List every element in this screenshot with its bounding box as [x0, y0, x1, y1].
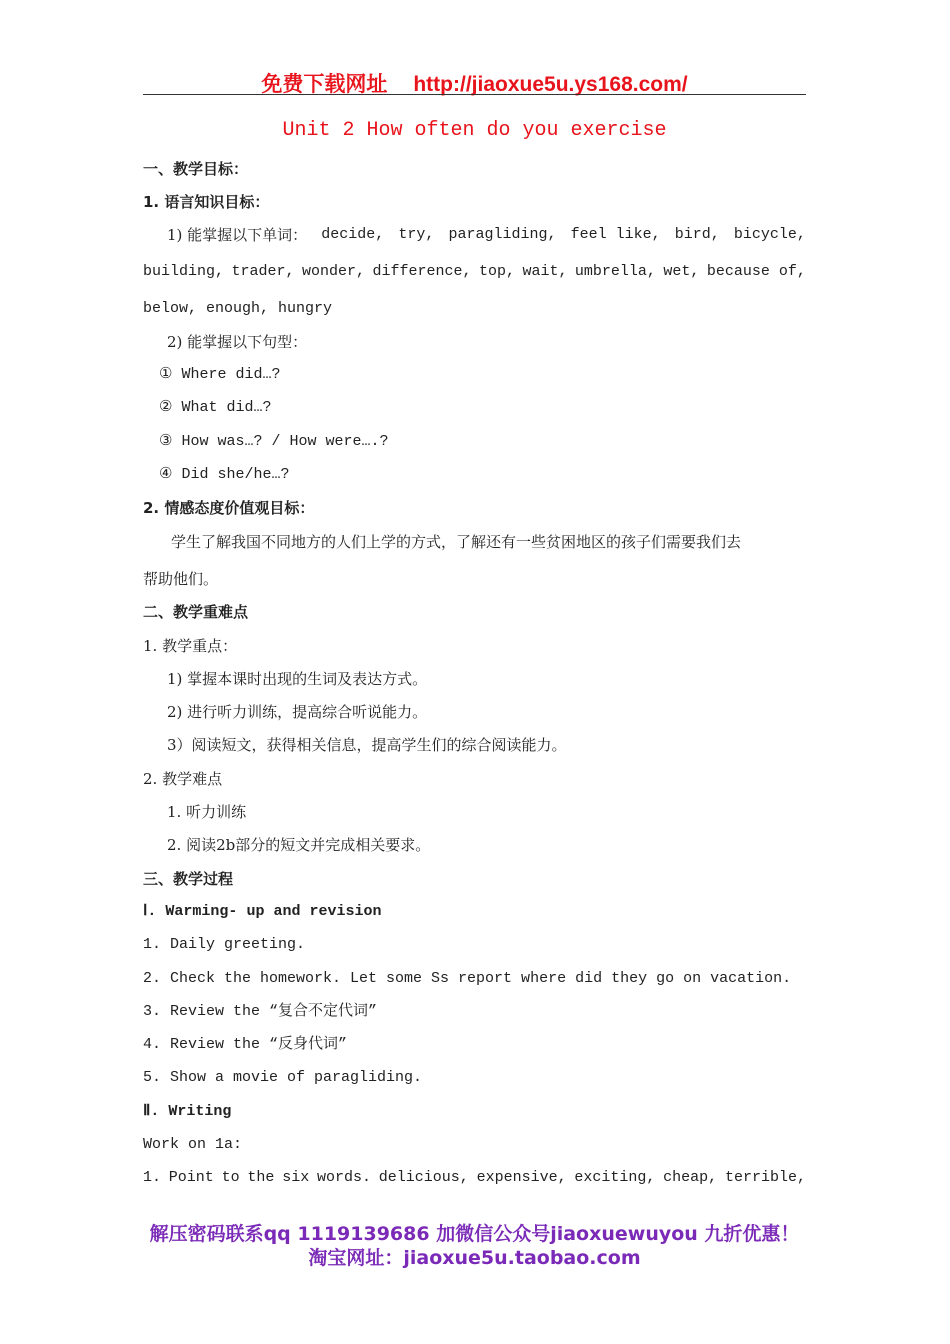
point-word: to	[221, 1169, 240, 1186]
vocab-intro: 1) 能掌握以下单词：	[167, 226, 308, 244]
vocab-line-3: below, enough, hungry	[143, 300, 333, 317]
subheading-attitude-goals: 2. 情感态度价值观目标：	[143, 499, 315, 517]
difficulties-label: 2. 教学难点	[143, 770, 223, 788]
point-word: cheap,	[663, 1169, 718, 1186]
key-point-item: 3）阅读短文，获得相关信息，提高学生们的综合阅读能力。	[167, 736, 567, 754]
vocab-word: wait,	[522, 263, 568, 280]
header-cn-text: 免费下载网址	[261, 73, 388, 96]
attitude-text-line-2: 帮助他们。	[143, 570, 219, 588]
key-point-item: 1) 掌握本课时出现的生词及表达方式。	[167, 670, 428, 688]
section-heading-key-points: 二、教学重难点	[143, 603, 249, 621]
header-url-link[interactable]: http://jiaoxue5u.ys168.com/	[413, 73, 688, 96]
point-word: 1.	[143, 1169, 162, 1186]
vocab-word: try,	[398, 226, 435, 243]
section-heading-procedure: 三、教学过程	[143, 870, 234, 888]
warmup-step: 2. Check the homework. Let some Ss report where did they go on vacation.	[143, 970, 792, 987]
vocab-word: difference,	[372, 263, 472, 280]
vocab-word: because of,	[706, 263, 806, 280]
part-heading-warming-up: Ⅰ. Warming- up and revision	[143, 903, 382, 920]
warmup-step: 5. Show a movie of paragliding.	[143, 1069, 423, 1086]
header-rule	[143, 94, 806, 95]
point-word: Point	[168, 1169, 214, 1186]
difficulty-item: 1. 听力训练	[167, 803, 247, 821]
section-heading-objectives: 一、教学目标：	[143, 160, 249, 178]
vocab-word: top,	[478, 263, 515, 280]
point-word: six	[282, 1169, 310, 1186]
patterns-intro: 2) 能掌握以下句型：	[167, 333, 308, 351]
vocab-word: trader,	[231, 263, 295, 280]
pattern-item: ① Where did…?	[159, 366, 281, 383]
work-on-label: Work on 1a:	[143, 1136, 243, 1153]
warmup-step: 4. Review the “反身代词”	[143, 1036, 348, 1053]
point-word: expensive,	[476, 1169, 567, 1186]
vocab-word: feel like,	[570, 226, 661, 243]
key-point-item: 2) 进行听力训练，提高综合听说能力。	[167, 703, 428, 721]
difficulty-item: 2. 阅读2b部分的短文并完成相关要求。	[167, 836, 431, 854]
subheading-language-goals: 1. 语言知识目标：	[143, 193, 270, 211]
warmup-step: 3. Review the “复合不定代词”	[143, 1003, 378, 1020]
warmup-step: 1. Daily greeting.	[143, 936, 306, 953]
footer-contact-line: 解压密码联系qq 1119139686 加微信公众号jiaoxuewuyou 九折优惠！	[149, 1223, 800, 1245]
attitude-text-line-1: 学生了解我国不同地方的人们上学的方式，了解还有一些贫困地区的孩子们需要我们去	[171, 533, 742, 551]
point-word: terrible,	[724, 1169, 806, 1186]
point-words-line	[143, 1167, 806, 1189]
point-word: words.	[316, 1169, 371, 1186]
vocab-word: bird,	[674, 226, 720, 243]
vocab-line-1	[167, 224, 806, 246]
pattern-item: ④ Did she/he…?	[159, 466, 290, 483]
key-points-label: 1. 教学重点：	[143, 637, 238, 655]
vocab-word: paragliding,	[448, 226, 557, 243]
point-word: the	[247, 1169, 275, 1186]
pattern-item: ② What did…?	[159, 399, 272, 416]
vocab-word: umbrella,	[574, 263, 656, 280]
point-word: delicious,	[378, 1169, 469, 1186]
vocab-word: wonder,	[301, 263, 365, 280]
part-heading-writing: Ⅱ. Writing	[143, 1103, 232, 1120]
vocab-line-2	[143, 261, 806, 283]
document-title: Unit 2 How often do you exercise	[282, 119, 667, 142]
pattern-item: ③ How was…? / How were….?	[159, 433, 389, 450]
vocab-word: bicycle,	[733, 226, 806, 243]
footer-shop-line: 淘宝网址：jiaoxue5u.taobao.com	[308, 1247, 641, 1269]
vocab-word: wet,	[663, 263, 700, 280]
vocab-word: decide,	[321, 226, 385, 243]
vocab-word: building,	[143, 263, 225, 280]
point-word: exciting,	[574, 1169, 656, 1186]
